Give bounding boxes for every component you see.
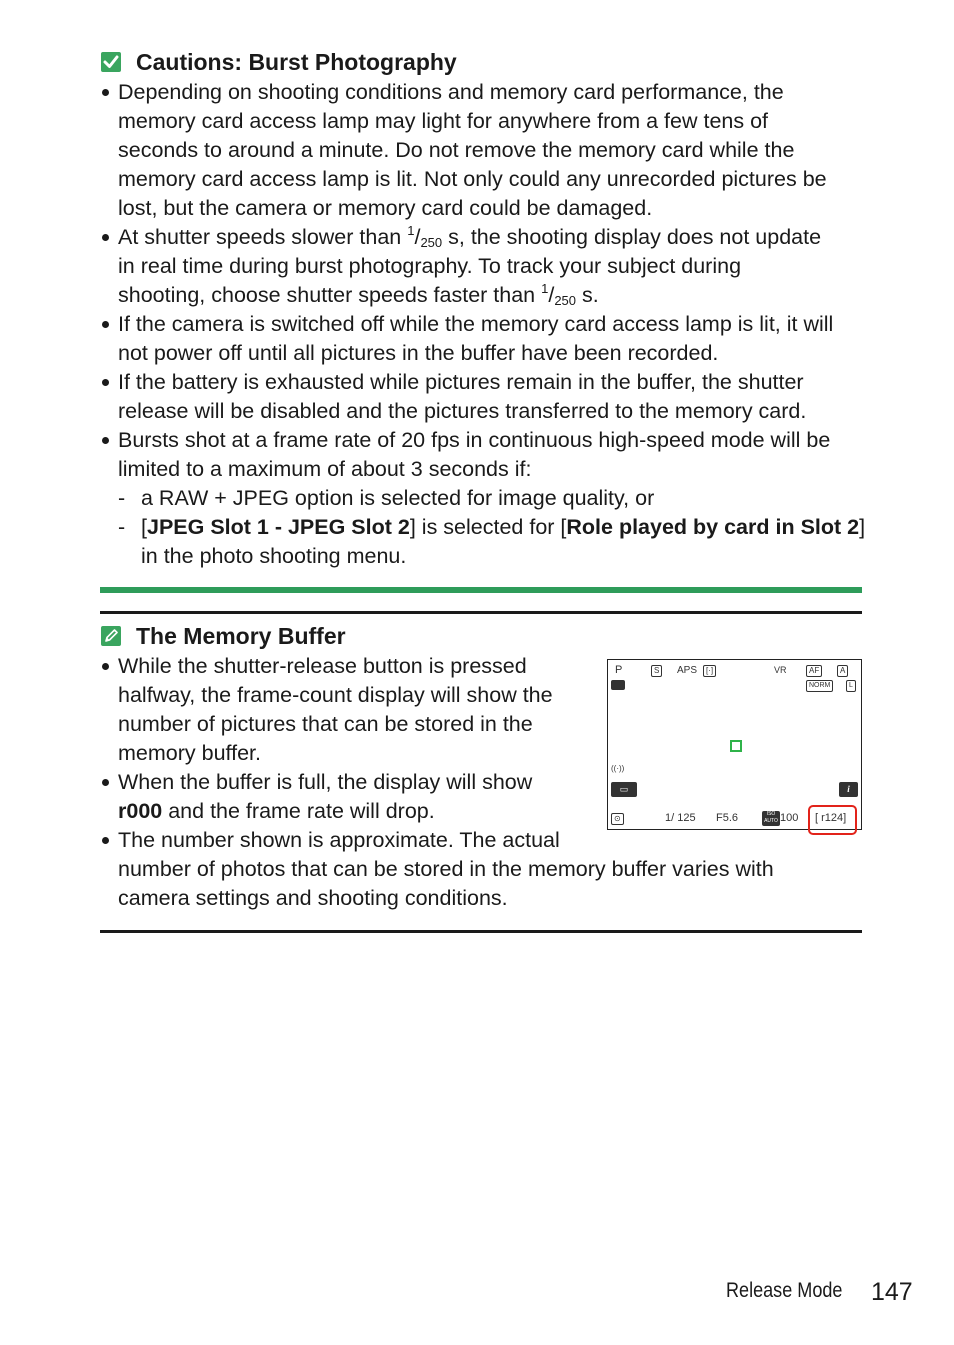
shutter-speed: 1/ 125 <box>665 812 696 824</box>
iso-auto-label: ISO AUTO <box>762 811 780 826</box>
text-line: Depending on shooting conditions and memory card performance, the <box>118 80 784 104</box>
metering-icon: ((·)) <box>611 764 625 773</box>
text-line <box>118 797 532 826</box>
text-line: Bursts shot at a frame rate of 20 fps in continuous high-speed mode will be <box>118 428 831 452</box>
dash-marker: - <box>118 486 126 510</box>
text-span: and the frame rate will drop. <box>162 799 435 823</box>
af-point-icon <box>730 740 742 752</box>
buffer-item-1 <box>118 652 553 768</box>
display-value: r000 <box>118 799 163 823</box>
vr-indicator: VR <box>774 665 787 675</box>
caution-item-3 <box>118 310 833 368</box>
caution-item-2 <box>118 223 821 310</box>
text-line: a RAW + JPEG option is selected for image quality, or <box>141 486 655 510</box>
text-line: If the battery is exhausted while pictures remain in the buffer, the shutter <box>118 370 804 394</box>
wb-icon: AF <box>806 665 822 677</box>
buffer-item-3 <box>118 826 774 913</box>
text-line: When the buffer is full, the display will show <box>118 770 533 794</box>
info-icon[interactable]: i <box>839 782 858 797</box>
text-line: lost, but the camera or memory card could be damaged. <box>118 196 653 220</box>
text-line: memory card access lamp is lit. Not only could any unrecorded pictures be <box>118 167 827 191</box>
page-number: 147 <box>871 1278 913 1306</box>
iso-value: 100 <box>780 812 799 824</box>
text-line: While the shutter-release button is pressed <box>118 654 527 678</box>
bullet-dot <box>102 837 109 844</box>
text-span: shooting, choose shutter speeds faster than <box>118 283 542 307</box>
section-divider <box>100 611 862 614</box>
text-line: release will be disabled and the pictures transferred to the memory card. <box>118 399 807 423</box>
fraction-numerator: 1 <box>541 281 549 296</box>
section-divider-green <box>100 587 862 593</box>
caution-subitem-2 <box>141 513 865 571</box>
text-span: At shutter speeds slower than <box>118 225 408 249</box>
pencil-icon <box>100 625 122 647</box>
text-span: ] is selected for [ <box>409 515 567 539</box>
bullet-dot <box>102 321 109 328</box>
cautions-heading <box>100 47 457 77</box>
mode-indicator: P <box>615 664 623 676</box>
buffer-heading <box>100 621 346 651</box>
touch-shutter-icon: ▭ <box>611 782 637 797</box>
metering-mode-icon: ⊙ <box>611 813 624 825</box>
text-line: memory buffer. <box>118 741 261 765</box>
image-size-icon: L <box>846 680 856 692</box>
footer-section-label: Release Mode <box>726 1279 843 1302</box>
text-line: shooting, choose shutter speeds faster than $^1/_{250}$ s. <box>118 281 599 308</box>
text-line: in real time during burst photography. To track your subject during <box>118 254 742 278</box>
bullet-dot <box>102 663 109 670</box>
quality-indicator: NORM <box>806 680 833 692</box>
menu-option-name: JPEG Slot 1 - JPEG Slot 2 <box>146 515 410 539</box>
text-line: number of pictures that can be stored in the <box>118 712 533 736</box>
text-span: s, the shooting display does not update <box>448 225 822 249</box>
text-span: s. <box>582 283 599 307</box>
text-line <box>141 513 865 542</box>
section-end-rule <box>100 930 862 933</box>
picture-control-icon: A <box>837 665 848 677</box>
bullet-dot <box>102 379 109 386</box>
bullet-dot <box>102 89 109 96</box>
caution-item-4 <box>118 368 806 426</box>
text-line: not power off until all pictures in the buffer have been recorded. <box>118 341 719 365</box>
text-line: At shutter speeds slower than $^1/_{250}$ s, the shooting display does not update <box>118 223 822 250</box>
text-line: camera settings and shooting conditions. <box>118 886 508 910</box>
frame-count-display: [ r124] <box>815 812 847 824</box>
dash-marker: - <box>118 515 126 539</box>
text-line: The number shown is approximate. The actual <box>118 828 560 852</box>
text-line: seconds to around a minute. Do not remove the memory card while the <box>118 138 795 162</box>
text-line: number of photos that can be stored in the memory buffer varies with <box>118 857 774 881</box>
text-span: [ <box>141 515 147 539</box>
af-area-icon: [·] <box>703 665 716 677</box>
aperture: F5.6 <box>716 812 739 824</box>
fraction-denominator: 250 <box>554 293 577 308</box>
cautions-title: Cautions: Burst Photography <box>136 48 457 75</box>
bullet-dot <box>102 234 109 241</box>
image-area-indicator: APS <box>677 665 698 676</box>
caution-item-5 <box>118 426 830 484</box>
bullet-dot <box>102 437 109 444</box>
text-line: memory card access lamp may light for anywhere from a few tens of <box>118 109 769 133</box>
fraction-denominator: 250 <box>420 235 443 250</box>
fraction-numerator: 1 <box>407 223 415 238</box>
camera-shooting-display <box>607 659 862 830</box>
text-line: limited to a maximum of about 3 seconds if: <box>118 457 532 481</box>
release-mode-icon: S <box>651 665 662 677</box>
bullet-dot <box>102 779 109 786</box>
text-line: halfway, the frame-count display will show the <box>118 683 553 707</box>
buffer-item-2 <box>118 768 532 826</box>
check-icon <box>100 51 122 73</box>
caution-item-1 <box>118 78 827 223</box>
card-slot-icon <box>611 680 625 690</box>
text-line: If the camera is switched off while the memory card access lamp is lit, it will <box>118 312 834 336</box>
menu-item-name: Role played by card in Slot 2 <box>566 515 860 539</box>
text-span: ] <box>859 515 866 539</box>
buffer-title: The Memory Buffer <box>136 622 346 649</box>
caution-subitem-1 <box>141 484 654 513</box>
text-line: in the photo shooting menu. <box>141 544 407 568</box>
